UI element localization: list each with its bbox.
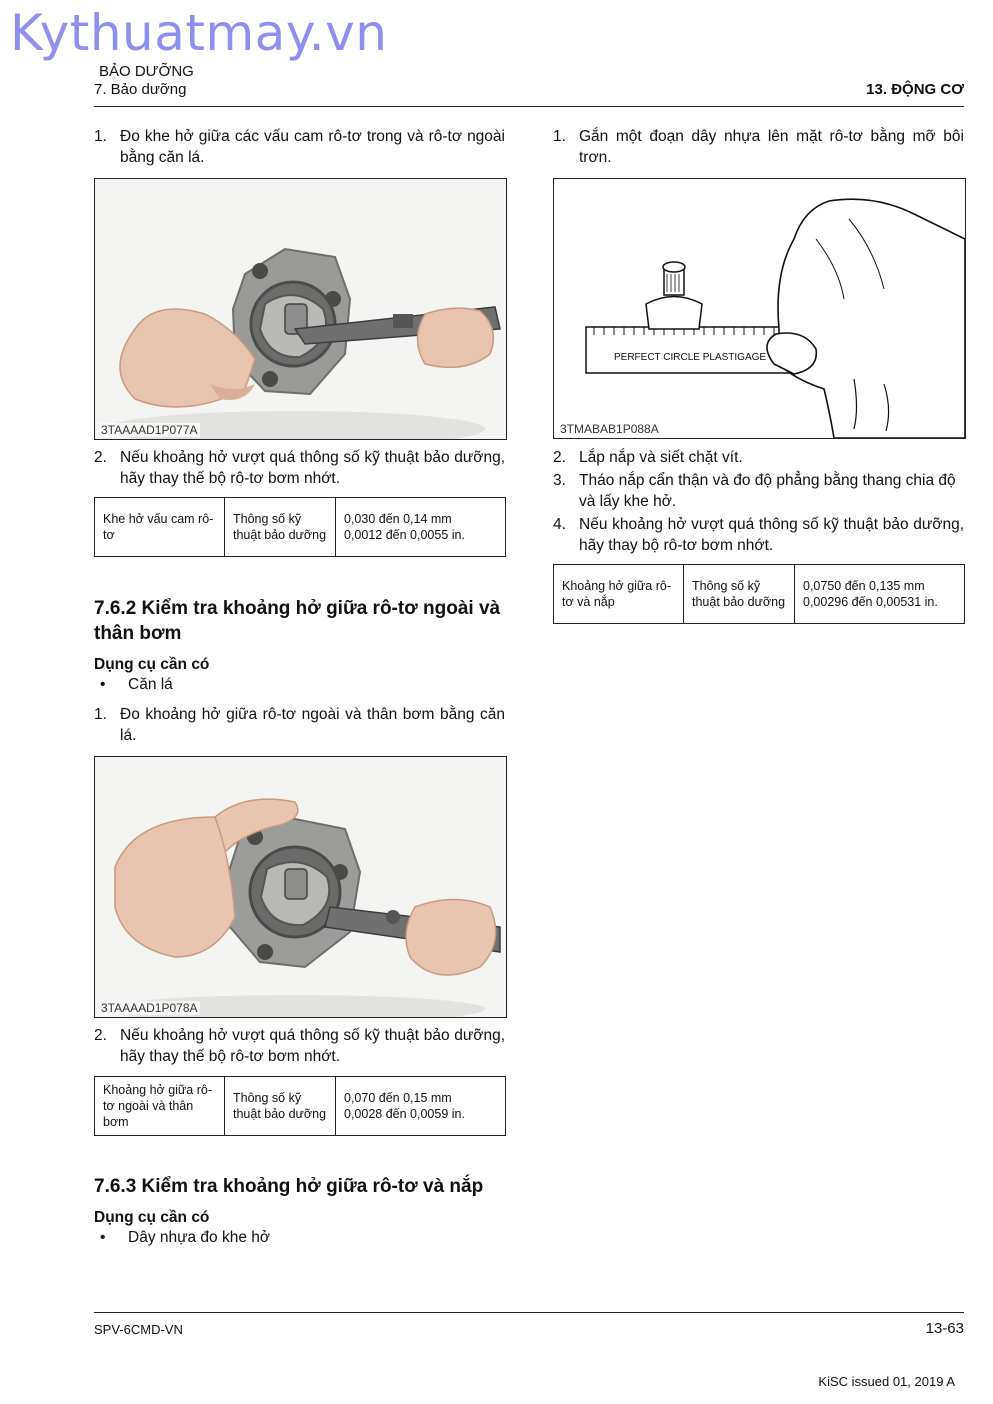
tool-name: Căn lá xyxy=(128,676,173,693)
spec-table-outer-rotor xyxy=(94,1076,506,1136)
plastigage-illustration xyxy=(553,178,966,439)
header-section-top: BẢO DƯỠNG xyxy=(99,63,194,80)
oil-pump-photo-illustration xyxy=(95,757,506,1017)
step-text: Đo khe hở giữa các vấu cam rô-tơ trong và rô-tơ ngoài bằng căn lá. xyxy=(120,128,505,166)
step-text: Tháo nắp cẩn thận và đo độ phẳng bằng thang chia độ và lấy khe hở. xyxy=(579,472,956,510)
spec-value xyxy=(336,1077,506,1136)
right-step-4 xyxy=(553,514,964,556)
spec-item: Khoảng hở giữa rô-tơ ngoài và thân bơm xyxy=(95,1077,225,1136)
s762-step-1 xyxy=(94,704,505,746)
spec-value-in: 0,0028 đến 0,0059 in. xyxy=(344,1107,465,1121)
spec-type: Thông số kỹ thuật bảo dưỡng xyxy=(225,498,336,557)
step-number: 4. xyxy=(553,516,566,533)
photo-code: 3TAAAAD1P078A xyxy=(101,1001,198,1015)
left-step-1 xyxy=(94,126,505,168)
spec-type: Thông số kỹ thuật bảo dưỡng xyxy=(225,1077,336,1136)
right-step-3 xyxy=(553,470,964,512)
photo-code: 3TAAAAD1P077A xyxy=(101,423,198,437)
tool-item: • Dây nhựa đo khe hở xyxy=(100,1229,271,1246)
photo-code: 3TMABAB1P088A xyxy=(560,422,659,436)
step-text: Nếu khoảng hở vượt quá thông số kỹ thuật bảo dưỡng, hãy thay bộ rô-tơ bơm nhớt. xyxy=(579,516,964,554)
left-step-2 xyxy=(94,447,505,489)
spec-value-in: 0,0012 đến 0,0055 in. xyxy=(344,528,465,542)
plastigage-drawing xyxy=(554,179,965,438)
photo-outer-rotor-gauge xyxy=(94,756,507,1018)
step-number: 1. xyxy=(94,128,107,145)
spec-item: Khoảng hở giữa rô-tơ và nắp xyxy=(554,565,684,624)
spec-value-mm: 0,070 đến 0,15 mm xyxy=(344,1091,452,1105)
footer-divider xyxy=(94,1312,964,1313)
right-step-2 xyxy=(553,447,964,468)
step-text: Lắp nắp và siết chặt vít. xyxy=(579,449,743,466)
step-number: 2. xyxy=(94,449,107,466)
step-text: Gắn một đoạn dây nhựa lên mặt rô-tơ bằng mỡ bôi trơn. xyxy=(579,128,964,166)
watermark-logo: Kythuatmay.vn xyxy=(10,4,388,62)
s762-step-2 xyxy=(94,1025,505,1067)
step-number: 1. xyxy=(553,128,566,145)
step-number: 1. xyxy=(94,706,107,723)
step-number: 2. xyxy=(94,1027,107,1044)
footer-issued: KiSC issued 01, 2019 A xyxy=(818,1374,955,1389)
spec-value-in: 0,00296 đến 0,00531 in. xyxy=(803,595,938,609)
section-heading-7-6-3: 7.6.3 Kiểm tra khoảng hở giữa rô-tơ và nắp xyxy=(94,1176,484,1197)
section-heading-7-6-2: 7.6.2 Kiểm tra khoảng hở giữa rô-tơ ngoài và thân bơm xyxy=(94,598,501,644)
spec-item: Khe hở vấu cam rô-tơ xyxy=(95,498,225,557)
tools-title-763: Dụng cụ cần có xyxy=(94,1209,210,1226)
spec-value-mm: 0,030 đến 0,14 mm xyxy=(344,512,452,526)
spec-table-rotor-cover xyxy=(553,564,965,624)
step-text: Đo khoảng hở giữa rô-tơ ngoài và thân bơm bằng căn lá. xyxy=(120,706,505,744)
plastigage-label: PERFECT CIRCLE PLASTIGAGE xyxy=(614,352,767,363)
header-section-sub: 7. Bảo dưỡng xyxy=(94,81,187,98)
spec-value xyxy=(795,565,965,624)
step-text: Nếu khoảng hở vượt quá thông số kỹ thuật bảo dưỡng, hãy thay thế bộ rô-tơ bơm nhớt. xyxy=(120,449,505,487)
spec-value-mm: 0,0750 đến 0,135 mm xyxy=(803,579,925,593)
tool-item: • Căn lá xyxy=(100,676,173,693)
step-number: 2. xyxy=(553,449,566,466)
step-text: Nếu khoảng hở vượt quá thông số kỹ thuật bảo dưỡng, hãy thay thế bộ rô-tơ bơm nhớt. xyxy=(120,1027,505,1065)
tool-name: Dây nhựa đo khe hở xyxy=(128,1229,271,1246)
tools-title-762: Dụng cụ cần có xyxy=(94,656,210,673)
header-chapter: 13. ĐỘNG CƠ xyxy=(866,81,964,98)
footer-doc-code: SPV-6CMD-VN xyxy=(94,1322,183,1337)
header-divider xyxy=(94,106,964,107)
step-number: 3. xyxy=(553,472,566,489)
photo-rotor-lobe-gauge xyxy=(94,178,507,440)
spec-value xyxy=(336,498,506,557)
oil-pump-photo-illustration xyxy=(95,179,506,439)
spec-type: Thông số kỹ thuật bảo dưỡng xyxy=(684,565,795,624)
spec-table-rotor-lobe xyxy=(94,497,506,557)
footer-page-number: 13-63 xyxy=(925,1320,964,1337)
right-step-1 xyxy=(553,126,964,168)
